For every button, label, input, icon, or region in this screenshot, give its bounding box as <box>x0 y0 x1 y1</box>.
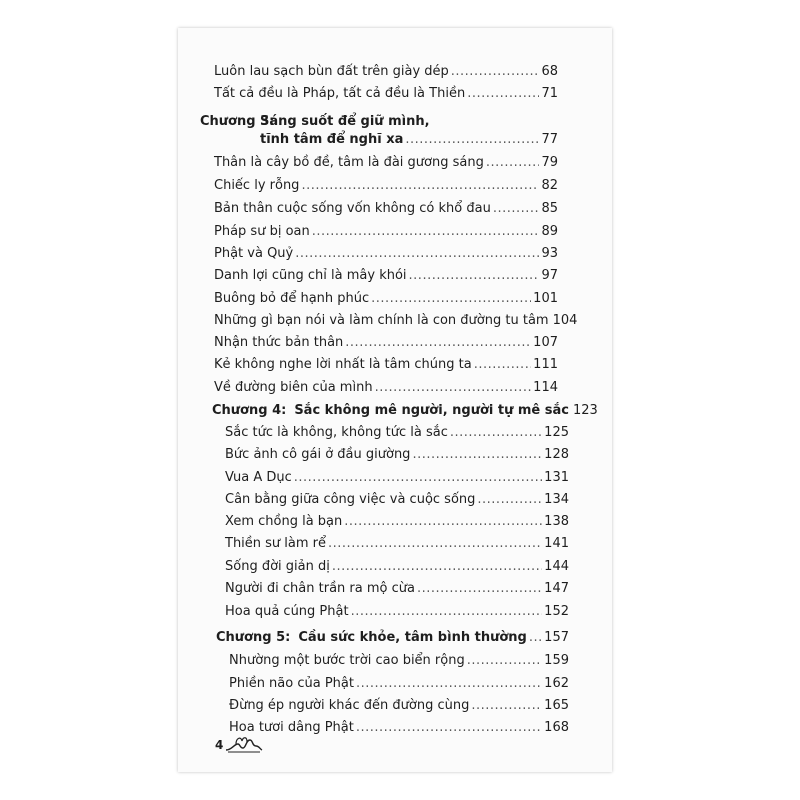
chapter-title-line-1: Sáng suốt để giữ mình, <box>260 114 430 129</box>
toc-entry <box>225 581 569 597</box>
chapter-3-heading <box>200 113 558 149</box>
toc-entry-page: 104 <box>552 313 578 328</box>
toc-entry-title: Thân là cây bồ đề, tâm là đài gương sáng <box>214 155 484 170</box>
toc-entry-page: 162 <box>544 676 569 691</box>
dot-leader <box>344 514 542 530</box>
toc-entry-title: Luôn lau sạch bùn đất trên giày dép <box>214 64 449 79</box>
dot-leader <box>356 720 542 736</box>
toc-entry-title: Đừng ép người khác đến đường cùng <box>229 698 470 713</box>
dot-leader <box>451 64 540 80</box>
toc-entry-title: Bức ảnh cô gái ở đầu giường <box>225 447 411 462</box>
chapter-4-heading <box>212 403 598 419</box>
toc-entry-title: Vua A Dục <box>225 470 292 485</box>
chapter-5-heading <box>216 630 569 646</box>
toc-entry-page: 144 <box>544 559 569 574</box>
dot-leader <box>450 425 542 441</box>
dot-leader <box>529 630 542 646</box>
dot-leader <box>471 698 542 714</box>
dot-leader <box>405 131 539 149</box>
toc-entry-page: 101 <box>533 291 558 306</box>
dot-leader <box>493 201 540 217</box>
toc-entry-page: 165 <box>544 698 569 713</box>
toc-entry <box>225 470 569 486</box>
toc-entry <box>225 559 569 575</box>
toc-entry <box>214 178 558 194</box>
toc-entry <box>214 335 558 351</box>
toc-entry <box>229 676 569 692</box>
toc-entry-page: 128 <box>544 447 569 462</box>
toc-entry <box>214 224 558 240</box>
toc-entry-title: Buông bỏ để hạnh phúc <box>214 291 370 306</box>
dot-leader <box>301 178 539 194</box>
dot-leader <box>294 470 542 486</box>
dot-leader <box>467 653 542 669</box>
chapter-page: 123 <box>572 403 598 418</box>
toc-entry-title: Nhận thức bản thân <box>214 335 344 350</box>
dot-leader <box>477 492 542 508</box>
toc-entry <box>214 357 558 373</box>
toc-entry <box>225 447 569 463</box>
toc-entry-page: 125 <box>544 425 569 440</box>
toc-entry <box>225 604 569 620</box>
toc-entry-title: Pháp sư bị oan <box>214 224 310 239</box>
chapter-title: Sắc không mê người, người tự mê sắc <box>294 403 569 418</box>
toc-entry <box>229 720 569 736</box>
chapter-label: Chương 4: <box>212 403 287 418</box>
dot-leader <box>467 86 539 102</box>
toc-entry <box>214 155 558 171</box>
toc-entry-title: Về đường biên của mình <box>214 380 373 395</box>
toc-entry <box>214 313 578 329</box>
toc-entry <box>229 653 569 669</box>
toc-entry-page: 147 <box>544 581 569 596</box>
dot-leader <box>474 357 531 373</box>
dot-leader <box>351 604 543 620</box>
toc-entry-title: Hoa tươi dâng Phật <box>229 720 354 735</box>
toc-entry-page: 168 <box>544 720 569 735</box>
chapter-title-line-2: tĩnh tâm để nghĩ xa <box>260 132 404 147</box>
toc-entry-title: Xem chồng là bạn <box>225 514 343 529</box>
toc-entry-page: 114 <box>533 380 558 395</box>
toc-entry-title: Bản thân cuộc sống vốn không có khổ đau <box>214 201 491 216</box>
chapter-title: Cầu sức khỏe, tâm bình thường <box>298 630 527 645</box>
toc-entry-page: 141 <box>544 536 569 551</box>
toc-entry-title: Nhường một bước trời cao biển rộng <box>229 653 465 668</box>
toc-entry-title: Thiền sư làm rể <box>225 536 327 551</box>
toc-entry-page: 152 <box>544 604 569 619</box>
dot-leader <box>356 676 542 692</box>
toc-entry-title: Hoa quả cúng Phật <box>225 604 349 619</box>
toc-entry <box>225 536 569 552</box>
toc-entry-title: Cân bằng giữa công việc và cuộc sống <box>225 492 476 507</box>
toc-entry <box>214 246 558 262</box>
chapter-label: Chương 5: <box>216 630 291 645</box>
toc-entry <box>214 380 558 396</box>
toc-entry-page: 134 <box>544 492 569 507</box>
toc-entry-title: Sắc tức là không, không tức là sắc <box>225 425 448 440</box>
toc-entry-page: 68 <box>541 64 558 79</box>
dot-leader <box>332 559 542 575</box>
chapter-page: 77 <box>541 132 558 147</box>
lotus-ornament-icon <box>224 732 264 758</box>
toc-entry-page: 93 <box>541 246 558 261</box>
toc-entry-title: Phiền não của Phật <box>229 676 354 691</box>
toc-entry-title: Phật và Quỷ <box>214 246 294 261</box>
dot-leader <box>328 536 542 552</box>
toc-entry-title: Những gì bạn nói và làm chính là con đường tu tâm <box>214 313 549 328</box>
toc-entry-title: Kẻ không nghe lời nhất là tâm chúng ta <box>214 357 472 372</box>
toc-entry <box>229 698 569 714</box>
dot-leader <box>312 224 540 240</box>
toc-entry <box>214 268 558 284</box>
toc-entry-page: 111 <box>533 357 558 372</box>
toc-entry-title: Chiếc ly rỗng <box>214 178 300 193</box>
toc-entry-title: Danh lợi cũng chỉ là mây khói <box>214 268 407 283</box>
toc-entry-page: 107 <box>533 335 558 350</box>
dot-leader <box>412 447 542 463</box>
dot-leader <box>375 380 532 396</box>
toc-entry <box>225 492 569 508</box>
dot-leader <box>486 155 540 171</box>
toc-entry-title: Sống đời giản dị <box>225 559 330 574</box>
toc-entry-page: 159 <box>544 653 569 668</box>
toc-entry-page: 82 <box>541 178 558 193</box>
toc-entry <box>214 86 558 102</box>
toc-entry-title: Tất cả đều là Pháp, tất cả đều là Thiền <box>214 86 466 101</box>
toc-entry <box>214 201 558 217</box>
dot-leader <box>295 246 539 262</box>
toc-entry-page: 79 <box>541 155 558 170</box>
toc-entry-page: 89 <box>541 224 558 239</box>
page-number: 4 <box>215 738 224 752</box>
toc-entry-title: Người đi chân trần ra mộ cừa <box>225 581 415 596</box>
chapter-page: 157 <box>544 630 569 645</box>
toc-entry <box>214 291 558 307</box>
chapter-label: Chương 3: <box>200 114 275 129</box>
toc-entry <box>225 514 569 530</box>
toc-entry-page: 138 <box>544 514 569 529</box>
toc-entry-page: 71 <box>541 86 558 101</box>
toc-entry <box>225 425 569 441</box>
dot-leader <box>409 268 540 284</box>
dot-leader <box>417 581 542 597</box>
dot-leader <box>345 335 531 351</box>
toc-entry-page: 131 <box>544 470 569 485</box>
toc-entry <box>214 64 558 80</box>
dot-leader <box>371 291 531 307</box>
toc-entry-page: 97 <box>541 268 558 283</box>
toc-entry-page: 85 <box>541 201 558 216</box>
